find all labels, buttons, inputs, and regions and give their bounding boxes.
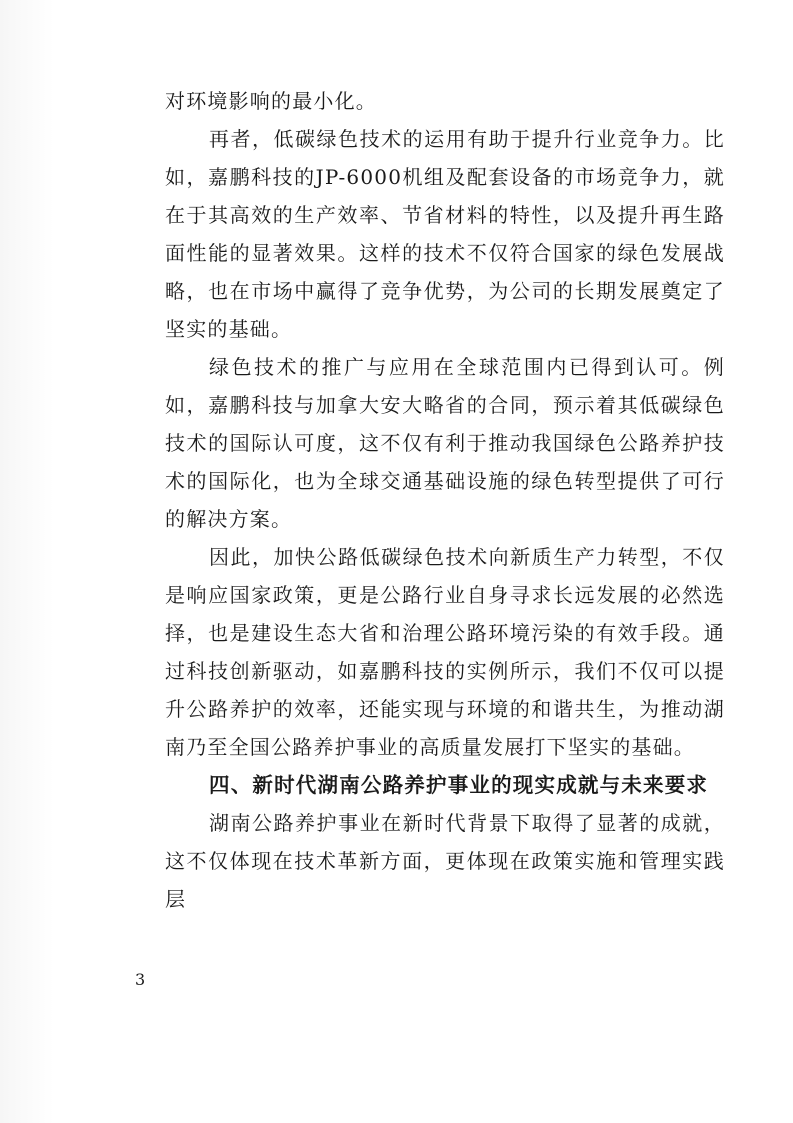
document-body (165, 82, 725, 918)
paragraph-achievements: 湖南公路养护事业在新时代背景下取得了显著的成就，这不仅体现在技术革新方面，更体现在政策实施和管理实践层 (165, 811, 725, 911)
section-heading: 四、新时代湖南公路养护事业的现实成就与未来要求 (209, 773, 709, 797)
paragraph-competitiveness: 再者，低碳绿色技术的运用有助于提升行业竞争力。比如，嘉鹏科技的JP-6000机组及配套设备的市场竞争力，就在于其高效的生产效率、节省材料的特性，以及提升再生路面性能的显著效果。这样的技术不仅符合国家的绿色发展战略，也在市场中赢得了竞争优势，为公司的长期发展奠定了坚实的基础。 (165, 127, 725, 341)
page-number: 3 (135, 970, 146, 989)
paragraph-global-recognition: 绿色技术的推广与应用在全球范围内已得到认可。例如，嘉鹏科技与加拿大安大略省的合同，预示着其低碳绿色技术的国际认可度，这不仅有利于推动我国绿色公路养护技术的国际化，也为全球交通基础设施的绿色转型提供了可行的解决方案。 (165, 355, 725, 531)
paragraph-conclusion: 因此，加快公路低碳绿色技术向新质生产力转型，不仅是响应国家政策，更是公路行业自身寻求长远发展的必然选择，也是建设生态大省和治理公路环境污染的有效手段。通过科技创新驱动，如嘉鹏科技的实例所示，我们不仅可以提升公路养护的效率，还能实现与环境的和谐共生，为推动湖南乃至全国公路养护事业的高质量发展打下坚实的基础。 (165, 545, 725, 759)
paragraph-continuation: 对环境影响的最小化。 (165, 89, 377, 113)
scan-edge-shadow (0, 0, 54, 1123)
